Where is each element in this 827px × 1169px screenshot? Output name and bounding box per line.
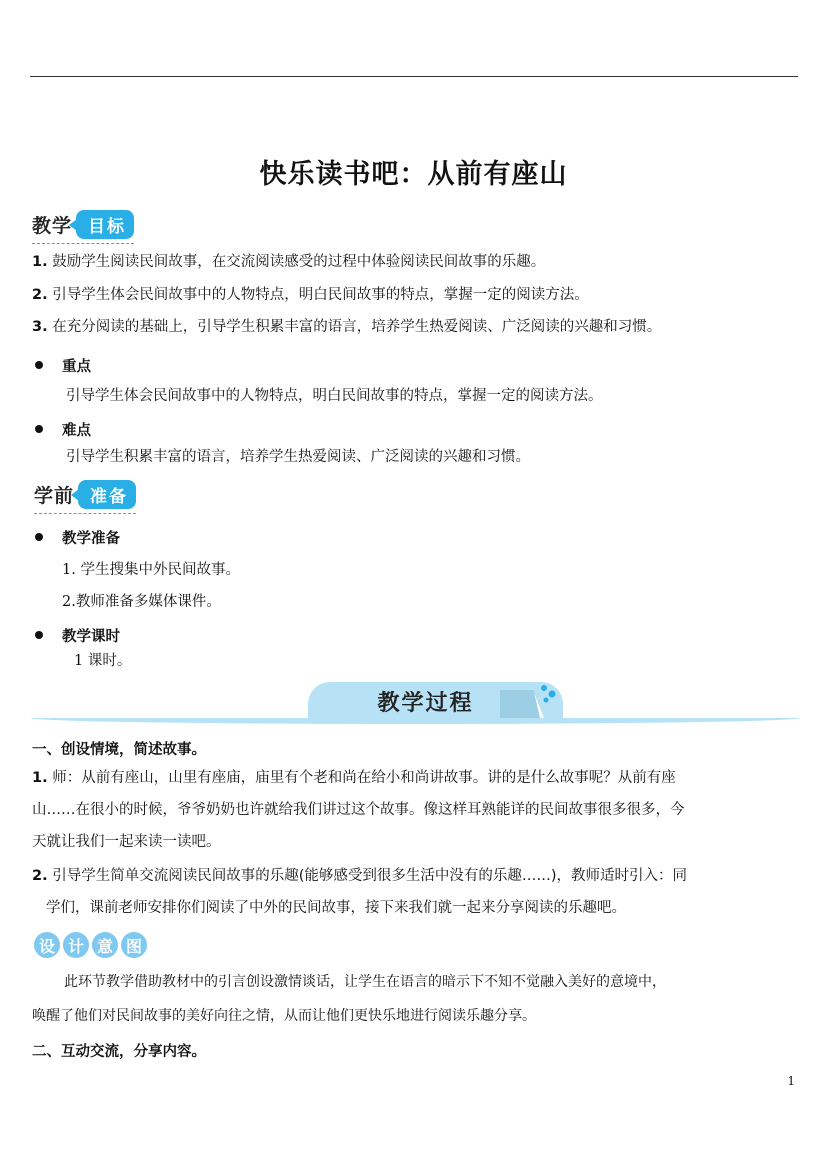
intent-char: 图: [121, 932, 147, 958]
goal-number: 1.: [32, 254, 48, 270]
goal-text: 在充分阅读的基础上，引导学生积累丰富的语言，培养学生热爱阅读、广泛阅读的兴趣和习惯。: [52, 319, 662, 335]
part1-title: 一、创设情境，简述故事。: [32, 742, 206, 758]
paragraph-text: 师：从前有座山，山里有座庙，庙里有个老和尚在给小和尚讲故事。讲的是什么故事呢？从前有座: [52, 770, 676, 786]
bullet-icon: [35, 361, 43, 369]
hours-label: 教学课时: [62, 629, 120, 645]
intent-char: 设: [34, 932, 60, 958]
part1-paragraph-1-line-2: 山……在很小的时候，爷爷奶奶也许就给我们讲过这个故事。像这样耳熟能详的民间故事很多很多，今: [32, 802, 685, 818]
goal-number: 2.: [32, 287, 48, 303]
difficulty-label: 难点: [62, 423, 91, 439]
goals-heading-underline: [32, 243, 134, 244]
intent-char: 计: [63, 932, 89, 958]
difficulty-text: 引导学生积累丰富的语言，培养学生热爱阅读、广泛阅读的兴趣和习惯。: [66, 449, 530, 465]
paragraph-text: 引导学生简单交流阅读民间故事的乐趣(能够感受到很多生活中没有的乐趣……)，教师适时引入：同: [52, 868, 688, 884]
bullet-icon: [35, 631, 43, 639]
part2-title: 二、互动交流，分享内容。: [32, 1044, 206, 1060]
key-point-text: 引导学生体会民间故事中的人物特点，明白民间故事的特点，掌握一定的阅读方法。: [66, 388, 603, 404]
prep-heading-pill: 准备: [78, 480, 136, 509]
prep-item: 1. 学生搜集中外民间故事。: [62, 562, 240, 578]
intent-text-line-1: 此环节教学借助教材中的引言创设激情谈话，让学生在语言的暗示下不知不觉融入美好的意境中，: [64, 974, 666, 990]
bullet-icon: [35, 425, 43, 433]
goals-heading-pill: 目标: [76, 210, 134, 239]
bullet-icon: [35, 533, 43, 541]
prep-label: 教学准备: [62, 531, 120, 547]
goal-text: 引导学生体会民间故事中的人物特点，明白民间故事的特点，掌握一定的阅读方法。: [52, 287, 589, 303]
document-title: 快乐读书吧：从前有座山: [259, 159, 568, 190]
prep-heading-underline: [34, 513, 136, 514]
design-intent-badge: [34, 932, 147, 958]
goal-item: [32, 285, 589, 305]
process-title: 教学过程: [377, 691, 474, 716]
goal-number: 3.: [32, 319, 48, 335]
paragraph-number: 2.: [32, 868, 48, 884]
page-number: 1: [787, 1074, 795, 1088]
goal-item: [32, 252, 545, 272]
process-base: [30, 718, 800, 724]
intent-char: 意: [92, 932, 118, 958]
goal-text: 鼓励学生阅读民间故事，在交流阅读感受的过程中体验阅读民间故事的乐趣。: [52, 254, 546, 270]
part1-paragraph-2-line-2: 学们，课前老师安排你们阅读了中外的民间故事，接下来我们就一起来分享阅读的乐趣吧。: [46, 900, 626, 916]
prep-heading-dark: 学前: [34, 484, 75, 507]
prep-item: 2.教师准备多媒体课件。: [62, 594, 221, 610]
goal-item: [32, 317, 661, 337]
goals-heading-dark: 教学: [32, 214, 73, 237]
intent-text-line-2: 唤醒了他们对民间故事的美好向往之情，从而让他们更快乐地进行阅读乐趣分享。: [32, 1008, 536, 1024]
goals-heading: [32, 208, 134, 240]
prep-heading: [34, 478, 136, 510]
paragraph-number: 1.: [32, 770, 48, 786]
header-rule: [30, 76, 798, 77]
part1-paragraph-2: [32, 866, 687, 886]
key-point-label: 重点: [62, 359, 91, 375]
hours-text: 1 课时。: [74, 653, 132, 669]
part1-paragraph-1: [32, 768, 676, 788]
process-banner: [30, 682, 800, 728]
part1-paragraph-1-line-3: 天就让我们一起来读一读吧。: [32, 834, 221, 850]
